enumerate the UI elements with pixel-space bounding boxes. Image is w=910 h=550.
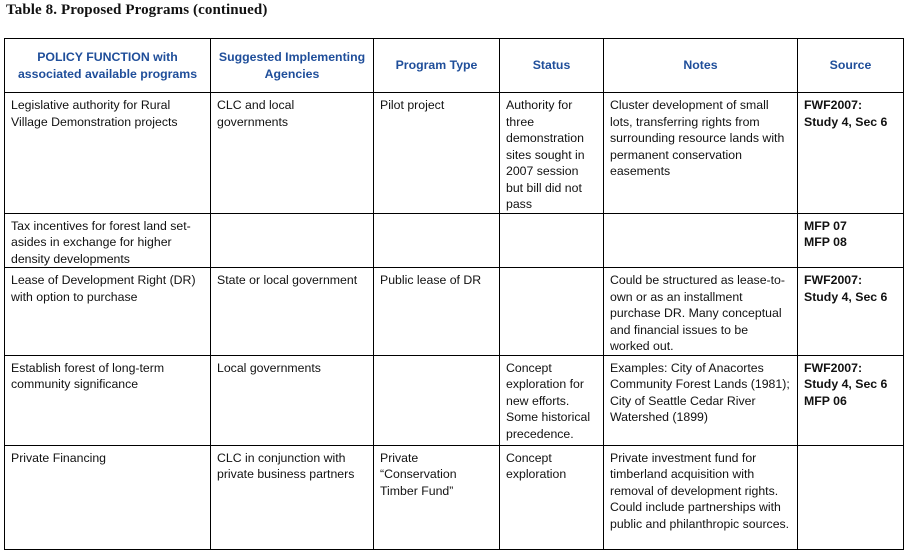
cell-agencies: CLC in conjunction with private business partners — [211, 445, 374, 549]
cell-agencies: State or local government — [211, 268, 374, 356]
cell-program-type — [374, 355, 500, 445]
cell-policy: Tax incentives for forest land set-asides in exchange for higher density developments — [5, 213, 211, 268]
header-notes: Notes — [604, 39, 798, 93]
source-line: FWF2007: — [804, 360, 863, 375]
cell-policy: Private Financing — [5, 445, 211, 549]
source-line: FWF2007: — [804, 98, 863, 112]
header-source: Source — [798, 39, 904, 93]
cell-program-type: Private “Conservation Timber Fund” — [374, 445, 500, 549]
cell-source — [798, 268, 904, 356]
cell-status — [500, 268, 604, 356]
cell-source — [798, 93, 904, 214]
source-line: Study 4, Sec 6 — [804, 377, 888, 391]
cell-status: Authority for three demonstration sites sought in 2007 session but bill did not pass — [500, 93, 604, 214]
source-line: MFP 06 — [804, 393, 847, 408]
header-policy-function: POLICY FUNCTION with associated available programs — [5, 39, 211, 93]
cell-program-type — [374, 213, 500, 268]
table-row — [5, 445, 904, 549]
cell-status: Concept exploration — [500, 445, 604, 549]
cell-notes — [604, 213, 798, 268]
source-line: MFP 08 — [804, 235, 847, 249]
cell-agencies: CLC and local governments — [211, 93, 374, 214]
cell-source — [798, 445, 904, 549]
cell-notes: Private investment fund for timberland acquisition with removal of development rights. Could include partnerships with public and philanthropic sources. — [604, 445, 798, 549]
cell-status — [500, 213, 604, 268]
source-line: FWF2007: — [804, 273, 863, 287]
cell-agencies: Local governments — [211, 355, 374, 445]
proposed-programs-table — [4, 38, 904, 550]
header-implementing-agencies: Suggested Implementing Agencies — [211, 39, 374, 93]
cell-status: Concept exploration for new efforts. Some historical precedence. — [500, 355, 604, 445]
cell-notes: Examples: City of Anacortes Community Forest Lands (1981); City of Seattle Cedar River Watershed (1899) — [604, 355, 798, 445]
cell-source — [798, 213, 904, 268]
table-caption: Table 8. Proposed Programs (continued) — [6, 2, 268, 18]
cell-agencies — [211, 213, 374, 268]
cell-notes: Could be structured as lease-to-own or as an installment purchase DR. Many conceptual and financial issues to be worked out. — [604, 268, 798, 356]
cell-program-type: Public lease of DR — [374, 268, 500, 356]
cell-source — [798, 355, 904, 445]
header-row — [5, 39, 904, 93]
table-row — [5, 355, 904, 445]
cell-policy: Legislative authority for Rural Village Demonstration projects — [5, 93, 211, 214]
table-row — [5, 268, 904, 356]
source-line: Study 4, Sec 6 — [804, 289, 888, 304]
cell-notes: Cluster development of small lots, transferring rights from surrounding resource lands with permanent conservation easements — [604, 93, 798, 214]
source-line: MFP 07 — [804, 218, 847, 233]
table-row — [5, 93, 904, 214]
cell-program-type: Pilot project — [374, 93, 500, 214]
cell-policy: Establish forest of long-term community significance — [5, 355, 211, 445]
header-status: Status — [500, 39, 604, 93]
table-row — [5, 213, 904, 268]
source-line: Study 4, Sec 6 — [804, 114, 888, 129]
cell-policy: Lease of Development Right (DR) with option to purchase — [5, 268, 211, 356]
header-program-type: Program Type — [374, 39, 500, 93]
